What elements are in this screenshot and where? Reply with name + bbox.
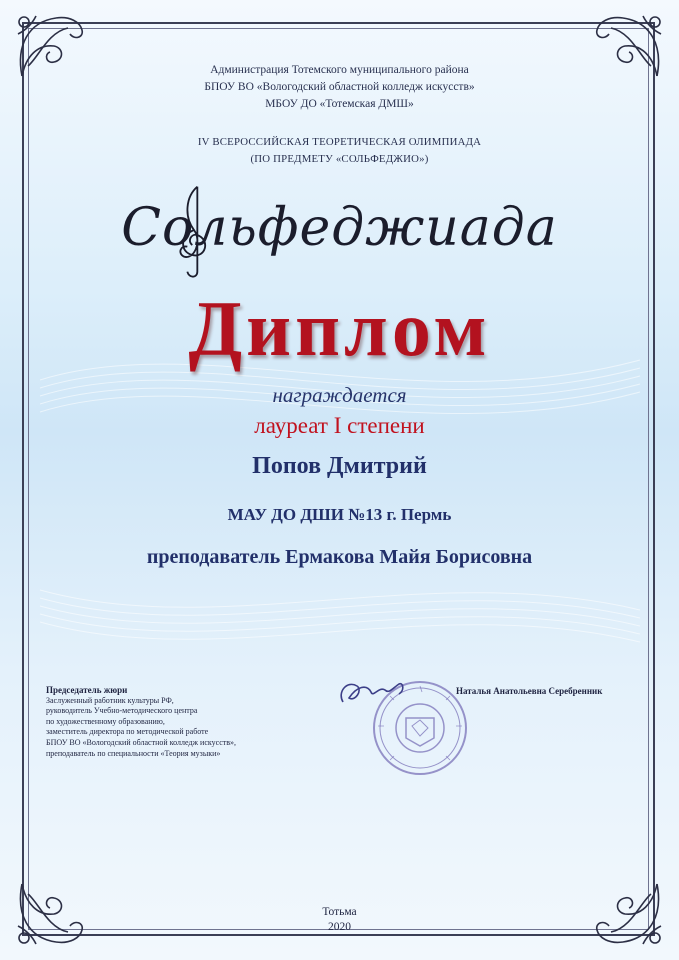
awarded-text: награждается: [272, 383, 407, 407]
jury-credential-line: руководитель Учебно-методического центра: [46, 706, 198, 716]
olympiad-block: [0, 134, 679, 168]
organizer-line-2: БПОУ ВО «Вологодский областной колледж искусств»: [204, 81, 475, 93]
issue-place-date: [0, 905, 679, 935]
recipient-name: Попов Дмитрий: [252, 453, 427, 479]
jury-credential-line: Заслуженный работник культуры РФ,: [46, 695, 174, 705]
olympiad-line-1: IV ВСЕРОССИЙСКАЯ ТЕОРЕТИЧЕСКАЯ ОЛИМПИАДА: [197, 136, 482, 148]
recipient-school: МАУ ДО ДШИ №13 г. Пермь: [227, 505, 452, 524]
issue-year: 2020: [328, 921, 351, 933]
jury-chair-title: Председатель жюри: [46, 685, 128, 695]
jury-credential-line: по художественному образованию,: [46, 716, 165, 726]
jury-credential-line: преподаватель по специальности «Теория музыки»: [46, 748, 221, 758]
teacher-name: преподаватель Ермакова Майя Борисовна: [146, 546, 533, 568]
organizer-line-1: Администрация Тотемского муниципального района: [210, 64, 469, 76]
jury-credential-line: заместитель директора по методической работе: [46, 727, 209, 737]
issue-city: Тотьма: [322, 906, 357, 918]
laureate-degree: лауреат I степени: [254, 413, 425, 438]
document-title: Диплом: [188, 285, 491, 372]
jury-credential-line: БПОУ ВО «Вологодский областной колледж искусств»,: [46, 737, 237, 747]
organizer-line-3: МБОУ ДО «Тотемская ДМШ»: [265, 98, 414, 110]
jury-chair-block: [46, 685, 236, 759]
organizer-block: [0, 62, 679, 113]
event-title: Сольфеджиада: [121, 198, 558, 258]
handwritten-signature: [333, 672, 413, 712]
olympiad-line-2: (ПО ПРЕДМЕТУ «СОЛЬФЕДЖИО»): [250, 153, 429, 165]
jury-chair-name: Наталья Анатольевна Серебренник: [456, 686, 603, 696]
